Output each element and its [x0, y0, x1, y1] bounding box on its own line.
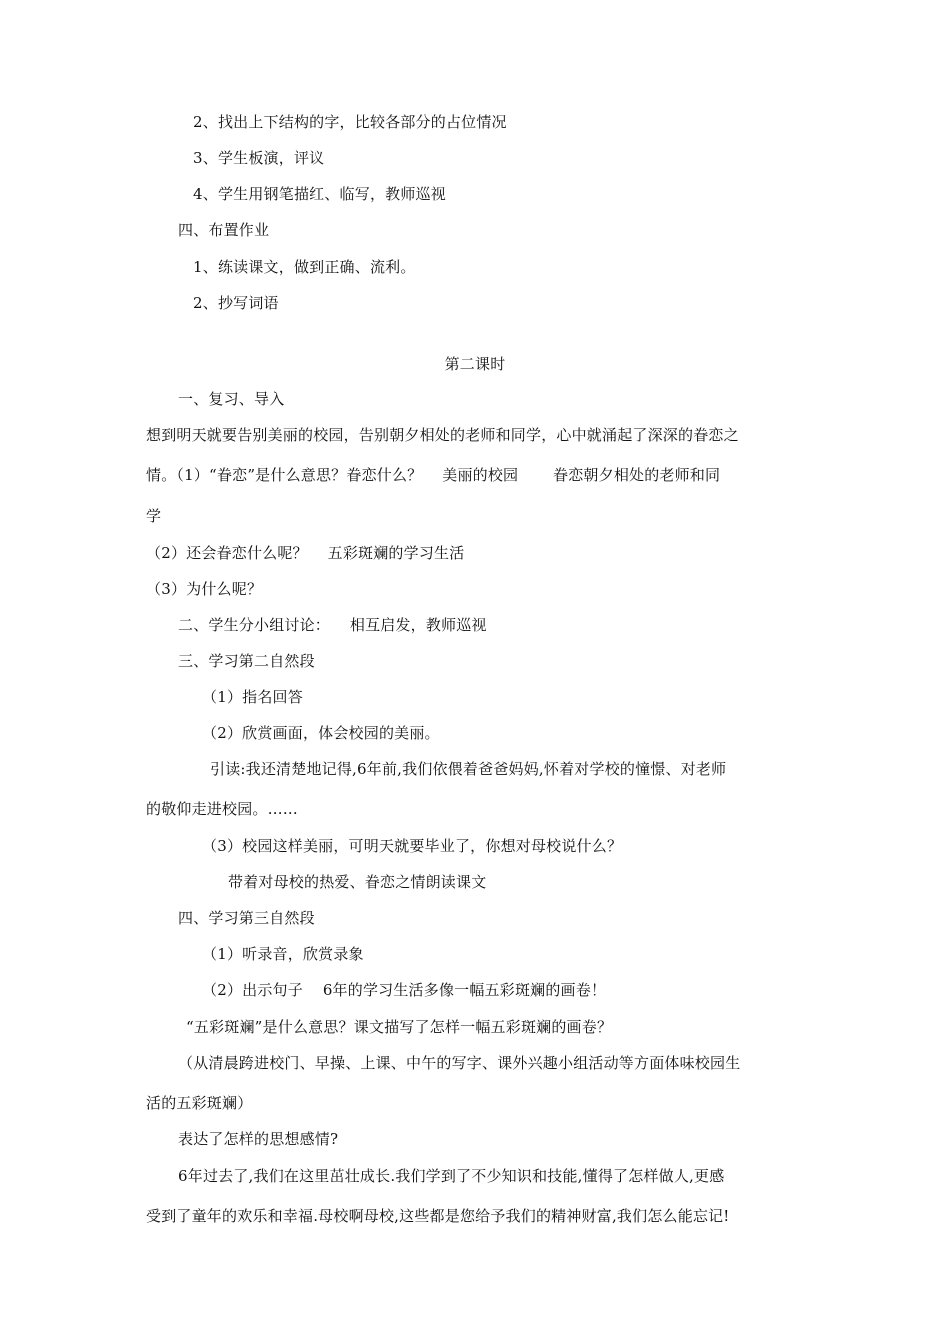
list-item: （1）指名回答 [202, 688, 303, 706]
paragraph-line: 想到明天就要告别美丽的校园，告别朝夕相处的老师和同学，心中就涌起了深深的眷恋之 [146, 426, 739, 444]
list-item: （2）欣赏画面，体会校园的美丽。 [202, 724, 440, 742]
section-heading-review: 一、复习、导入 [178, 390, 285, 408]
paragraph-line: 6年过去了,我们在这里茁壮成长.我们学到了不少知识和技能,懂得了怎样做人,更感 [178, 1167, 725, 1185]
lesson-title: 第二课时 [444, 355, 506, 373]
paragraph-line: 的敬仰走进校园。…… [146, 800, 299, 818]
question-line: （2）还会眷恋什么呢？ 五彩斑斓的学习生活 [146, 544, 465, 562]
paragraph-line: 活的五彩斑斓） [146, 1094, 253, 1112]
list-item: （2）出示句子 6年的学习生活多像一幅五彩斑斓的画卷！ [202, 981, 607, 999]
list-item-copy-words: 2、抄写词语 [193, 294, 279, 312]
paragraph-line: （从清晨跨进校门、早操、上课、中午的写字、课外兴趣小组活动等方面体味校园生 [178, 1054, 741, 1072]
question-line: （3）为什么呢？ [146, 580, 263, 598]
list-item-find-structure: 2、找出上下结构的字，比较各部分的占位情况 [193, 113, 507, 131]
paragraph-line: 受到了童年的欢乐和幸福.母校啊母校,这些都是您给予我们的精神财富,我们怎么能忘记! [146, 1207, 730, 1225]
list-item: （3）校园这样美丽，可明天就要毕业了，你想对母校说什么？ [202, 837, 623, 855]
question-line: 表达了怎样的思想感情? [178, 1130, 339, 1148]
list-item: （1）听录音，欣赏录象 [202, 945, 364, 963]
list-item-read-text: 1、练读课文，做到正确、流利。 [193, 258, 416, 276]
paragraph-line: 引读:我还清楚地记得,6年前,我们依偎着爸爸妈妈,怀着对学校的憧憬、对老师 [210, 760, 727, 778]
question-line: “五彩斑斓”是什么意思？课文描写了怎样一幅五彩斑斓的画卷？ [186, 1018, 613, 1036]
list-item-board-demo: 3、学生板演，评议 [193, 149, 325, 167]
paragraph-line: 带着对母校的热爱、眷恋之情朗读课文 [228, 873, 487, 891]
paragraph-line: 学 [146, 507, 162, 525]
paragraph-line: 情。（1）“眷恋”是什么意思？眷恋什么？ 美丽的校园 眷恋朝夕相处的老师和同 [146, 466, 721, 484]
list-item-pen-tracing: 4、学生用钢笔描红、临写，教师巡视 [193, 185, 446, 203]
section-heading-discussion: 二、学生分小组讨论： 相互启发，教师巡视 [178, 616, 487, 634]
section-heading-paragraph-three: 四、学习第三自然段 [178, 909, 315, 927]
section-heading-homework: 四、布置作业 [178, 221, 270, 239]
section-heading-paragraph-two: 三、学习第二自然段 [178, 652, 315, 670]
